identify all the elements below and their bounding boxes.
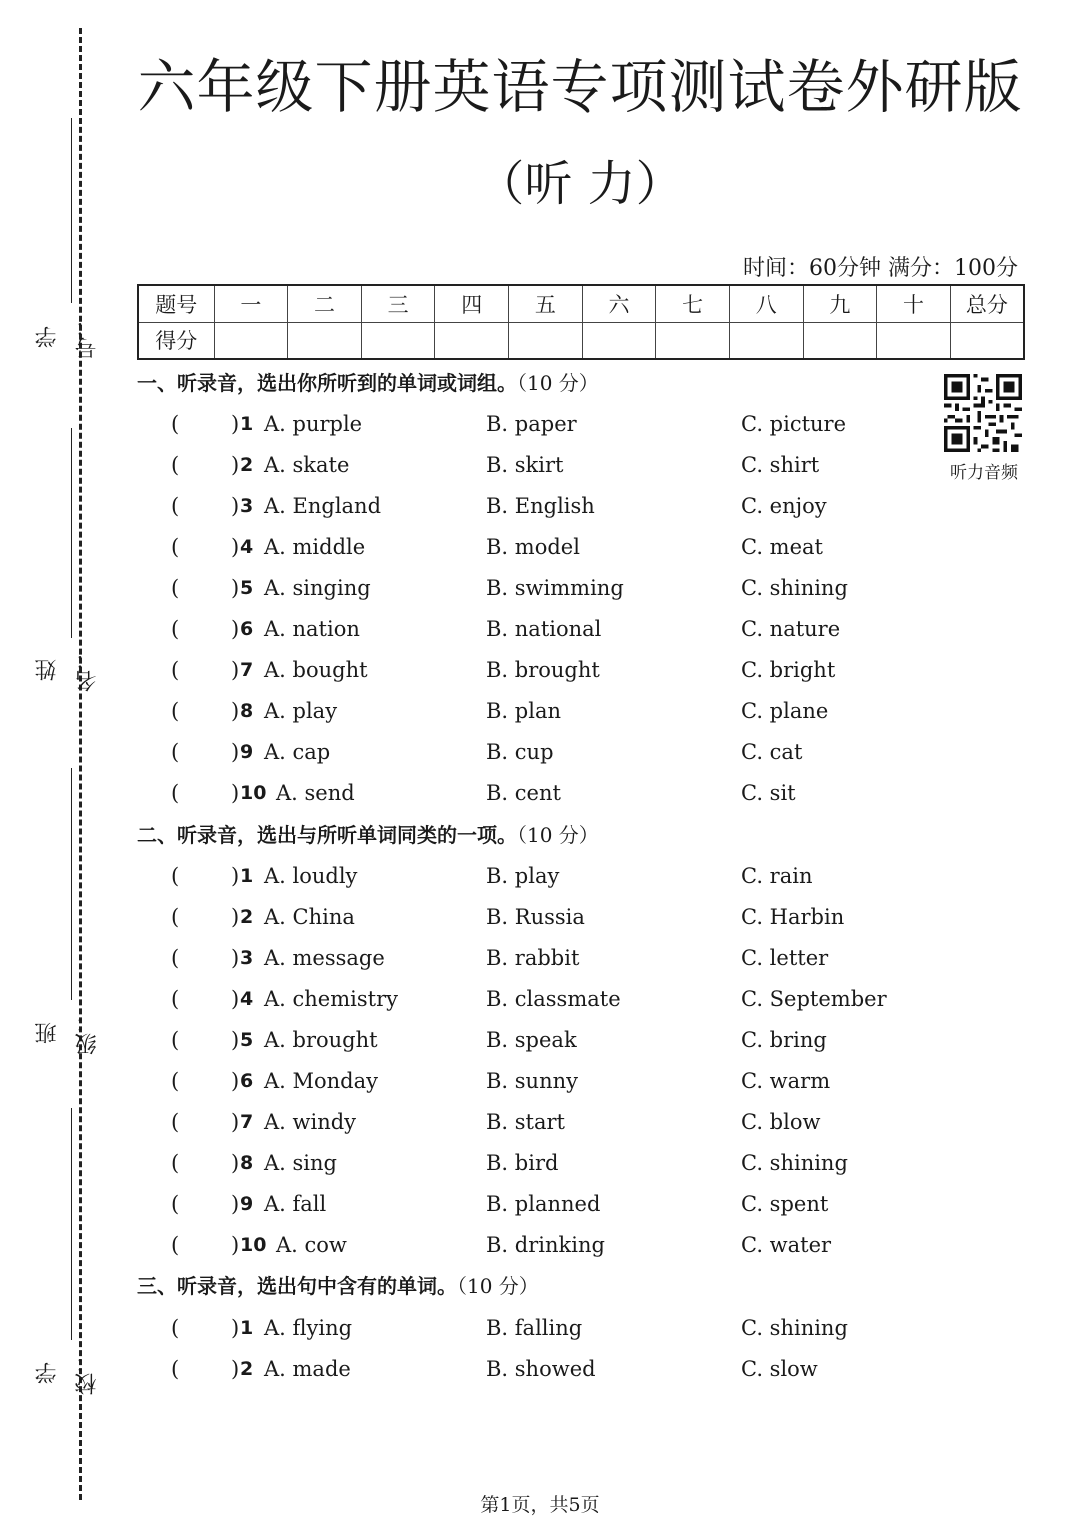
answer-paren-close: )	[231, 412, 240, 436]
question-row	[0, 1188, 1080, 1220]
side-field-student-id	[22, 118, 100, 368]
score-table-col: 十	[877, 285, 951, 322]
score-cell[interactable]	[950, 322, 1024, 359]
answer-paren-close: )	[231, 1316, 240, 1340]
option-c: C. slow	[741, 1357, 818, 1381]
answer-paren[interactable]: (	[171, 987, 180, 1011]
option-a: A. skate	[264, 453, 350, 477]
answer-paren[interactable]: (	[171, 781, 180, 805]
question-number: 5	[240, 1029, 254, 1051]
option-a: A. purple	[264, 412, 363, 436]
score-cell[interactable]	[288, 322, 362, 359]
answer-paren[interactable]: (	[171, 740, 180, 764]
question-row	[0, 901, 1080, 933]
option-a: A. England	[264, 494, 382, 518]
question-row	[0, 860, 1080, 892]
option-c: C. shining	[741, 576, 848, 600]
option-c: C. letter	[741, 946, 829, 970]
name-label: 姓名：	[35, 648, 100, 692]
score-table-col: 四	[435, 285, 509, 322]
option-c: C. shirt	[741, 453, 820, 477]
answer-paren-close: )	[231, 905, 240, 929]
answer-paren[interactable]: (	[171, 946, 180, 970]
question-number: 7	[240, 659, 254, 681]
answer-paren-close: )	[231, 1110, 240, 1134]
question-row	[0, 654, 1080, 686]
option-b: B. Russia	[486, 905, 585, 929]
score-table-col: 五	[509, 285, 583, 322]
answer-paren[interactable]: (	[171, 576, 180, 600]
option-b: B. play	[486, 864, 560, 888]
option-b: B. English	[486, 494, 595, 518]
score-cell[interactable]	[729, 322, 803, 359]
question-row	[0, 942, 1080, 974]
class-label: 班级：	[35, 1011, 100, 1055]
option-b: B. start	[486, 1110, 565, 1134]
answer-paren-close: )	[231, 658, 240, 682]
section-heading: 三、听录音，选出句中含有的单词。	[137, 1274, 457, 1298]
option-c: C. September	[741, 987, 887, 1011]
option-c: C. picture	[741, 412, 847, 436]
option-b: B. skirt	[486, 453, 564, 477]
option-c: C. nature	[741, 617, 841, 641]
question-number: 8	[240, 1152, 254, 1174]
option-c: C. water	[741, 1233, 832, 1257]
option-a: A. send	[276, 781, 355, 805]
answer-paren[interactable]: (	[171, 1316, 180, 1340]
option-b: B. falling	[486, 1316, 583, 1340]
option-b: B. brought	[486, 658, 600, 682]
question-row	[0, 531, 1080, 563]
question-number: 4	[240, 536, 254, 558]
option-c: C. bright	[741, 658, 836, 682]
option-c: C. warm	[741, 1069, 831, 1093]
option-a: A. made	[264, 1357, 351, 1381]
question-row	[0, 1353, 1080, 1385]
page-subtitle: （听 力）	[476, 156, 684, 212]
score-table-col: 一	[214, 285, 288, 322]
answer-paren-close: )	[231, 1357, 240, 1381]
section-title	[137, 1271, 539, 1301]
answer-paren[interactable]: (	[171, 1151, 180, 1175]
option-b: B. drinking	[486, 1233, 605, 1257]
question-number: 1	[240, 1317, 254, 1339]
option-b: B. model	[486, 535, 580, 559]
score-cell[interactable]	[877, 322, 951, 359]
question-row	[0, 449, 1080, 481]
option-b: B. plan	[486, 699, 561, 723]
score-cell[interactable]	[435, 322, 509, 359]
score-table-col: 总分	[950, 285, 1024, 322]
score-cell[interactable]	[656, 322, 730, 359]
answer-paren[interactable]: (	[171, 1028, 180, 1052]
score-cell[interactable]	[509, 322, 583, 359]
answer-paren[interactable]: (	[171, 1357, 180, 1381]
student-id-blank[interactable]	[71, 118, 72, 303]
question-row	[0, 1106, 1080, 1138]
option-a: A. cap	[264, 740, 331, 764]
question-row	[0, 1229, 1080, 1261]
answer-paren[interactable]: (	[171, 864, 180, 888]
option-b: B. sunny	[486, 1069, 578, 1093]
question-number: 3	[240, 947, 254, 969]
question-number: 6	[240, 1070, 254, 1092]
score-table-col: 九	[803, 285, 877, 322]
school-label: 学校：	[35, 1351, 100, 1395]
question-row	[0, 695, 1080, 727]
question-row	[0, 1065, 1080, 1097]
section-points: （10 分）	[517, 371, 599, 395]
score-table-col: 二	[288, 285, 362, 322]
school-blank[interactable]	[71, 1108, 72, 1340]
answer-paren[interactable]: (	[171, 1233, 180, 1257]
exam-meta: 时间：60分钟 满分：100分	[743, 256, 1018, 281]
option-c: C. sit	[741, 781, 796, 805]
option-a: A. windy	[264, 1110, 357, 1134]
answer-paren[interactable]: (	[171, 494, 180, 518]
score-table-col: 六	[582, 285, 656, 322]
answer-paren[interactable]: (	[171, 658, 180, 682]
answer-paren[interactable]: (	[171, 535, 180, 559]
answer-paren-close: )	[231, 699, 240, 723]
score-cell[interactable]	[361, 322, 435, 359]
option-a: A. nation	[264, 617, 360, 641]
option-a: A. middle	[264, 535, 366, 559]
option-b: B. cent	[486, 781, 561, 805]
question-row	[0, 1147, 1080, 1179]
option-b: B. planned	[486, 1192, 601, 1216]
option-a: A. cow	[276, 1233, 347, 1257]
option-a: A. message	[264, 946, 385, 970]
score-table-row-label: 得分	[138, 322, 214, 359]
student-id-label: 学号：	[35, 315, 100, 359]
question-number: 9	[240, 1193, 254, 1215]
answer-paren-close: )	[231, 1151, 240, 1175]
section-points: （10 分）	[517, 823, 599, 847]
question-row	[0, 983, 1080, 1015]
option-a: A. brought	[264, 1028, 378, 1052]
question-number: 2	[240, 906, 254, 928]
option-a: A. flying	[264, 1316, 353, 1340]
page-footer: 第1页，共5页	[480, 1494, 600, 1516]
question-row	[0, 1312, 1080, 1344]
option-b: B. speak	[486, 1028, 577, 1052]
question-number: 1	[240, 413, 254, 435]
answer-paren-close: )	[231, 494, 240, 518]
answer-paren[interactable]: (	[171, 453, 180, 477]
option-a: A. singing	[264, 576, 371, 600]
section-heading: 一、听录音，选出你所听到的单词或词组。	[137, 371, 517, 395]
option-c: C. spent	[741, 1192, 829, 1216]
score-table-header-row	[138, 285, 1024, 322]
option-b: B. classmate	[486, 987, 621, 1011]
score-table-score-row	[138, 322, 1024, 359]
question-row	[0, 1024, 1080, 1056]
answer-paren-close: )	[231, 1069, 240, 1093]
option-b: B. cup	[486, 740, 554, 764]
answer-paren[interactable]: (	[171, 1069, 180, 1093]
answer-paren[interactable]: (	[171, 1110, 180, 1134]
option-b: B. bird	[486, 1151, 559, 1175]
answer-paren-close: )	[231, 946, 240, 970]
option-b: B. swimming	[486, 576, 624, 600]
answer-paren-close: )	[231, 617, 240, 641]
question-number: 10	[240, 782, 267, 804]
answer-paren-close: )	[231, 535, 240, 559]
score-cell[interactable]	[803, 322, 877, 359]
answer-paren-close: )	[231, 1028, 240, 1052]
question-row	[0, 777, 1080, 809]
score-cell[interactable]	[214, 322, 288, 359]
option-c: C. shining	[741, 1316, 848, 1340]
answer-paren-close: )	[231, 740, 240, 764]
option-c: C. bring	[741, 1028, 827, 1052]
section-points: （10 分）	[457, 1274, 539, 1298]
question-row	[0, 408, 1080, 440]
section-title	[137, 820, 599, 850]
option-a: A. chemistry	[264, 987, 398, 1011]
question-row	[0, 736, 1080, 768]
option-c: C. Harbin	[741, 905, 845, 929]
answer-paren[interactable]: (	[171, 1192, 180, 1216]
question-number: 6	[240, 618, 254, 640]
answer-paren-close: )	[231, 1192, 240, 1216]
qr-caption: 听力音频	[950, 463, 1018, 483]
option-a: A. fall	[264, 1192, 327, 1216]
answer-paren-close: )	[231, 987, 240, 1011]
answer-paren-close: )	[231, 864, 240, 888]
option-a: A. Monday	[264, 1069, 379, 1093]
option-c: C. rain	[741, 864, 813, 888]
score-table-col: 八	[729, 285, 803, 322]
question-number: 3	[240, 495, 254, 517]
option-a: A. China	[264, 905, 355, 929]
question-row	[0, 613, 1080, 645]
option-c: C. enjoy	[741, 494, 827, 518]
section-heading: 二、听录音，选出与所听单词同类的一项。	[137, 823, 517, 847]
question-number: 7	[240, 1111, 254, 1133]
option-c: C. meat	[741, 535, 823, 559]
question-number: 5	[240, 577, 254, 599]
option-c: C. blow	[741, 1110, 821, 1134]
question-row	[0, 572, 1080, 604]
score-table	[137, 284, 1025, 360]
answer-paren-close: )	[231, 1233, 240, 1257]
question-number: 8	[240, 700, 254, 722]
option-b: B. national	[486, 617, 602, 641]
score-table-col: 七	[656, 285, 730, 322]
option-a: A. sing	[264, 1151, 337, 1175]
question-number: 10	[240, 1234, 267, 1256]
question-number: 2	[240, 454, 254, 476]
answer-paren-close: )	[231, 781, 240, 805]
score-cell[interactable]	[582, 322, 656, 359]
answer-paren[interactable]: (	[171, 412, 180, 436]
answer-paren[interactable]: (	[171, 905, 180, 929]
option-b: B. rabbit	[486, 946, 580, 970]
section-title	[137, 368, 599, 398]
answer-paren-close: )	[231, 576, 240, 600]
option-c: C. cat	[741, 740, 803, 764]
question-number: 9	[240, 741, 254, 763]
score-table-col: 三	[361, 285, 435, 322]
option-a: A. loudly	[264, 864, 358, 888]
option-b: B. showed	[486, 1357, 596, 1381]
question-number: 1	[240, 865, 254, 887]
question-number: 2	[240, 1358, 254, 1380]
option-c: C. shining	[741, 1151, 848, 1175]
answer-paren[interactable]: (	[171, 699, 180, 723]
option-b: B. paper	[486, 412, 577, 436]
question-number: 4	[240, 988, 254, 1010]
answer-paren-close: )	[231, 453, 240, 477]
page-title: 六年级下册英语专项测试卷外研版	[137, 53, 1023, 121]
option-a: A. play	[264, 699, 338, 723]
score-table-row-label: 题号	[138, 285, 214, 322]
question-row	[0, 490, 1080, 522]
option-a: A. bought	[264, 658, 368, 682]
option-c: C. plane	[741, 699, 829, 723]
answer-paren[interactable]: (	[171, 617, 180, 641]
